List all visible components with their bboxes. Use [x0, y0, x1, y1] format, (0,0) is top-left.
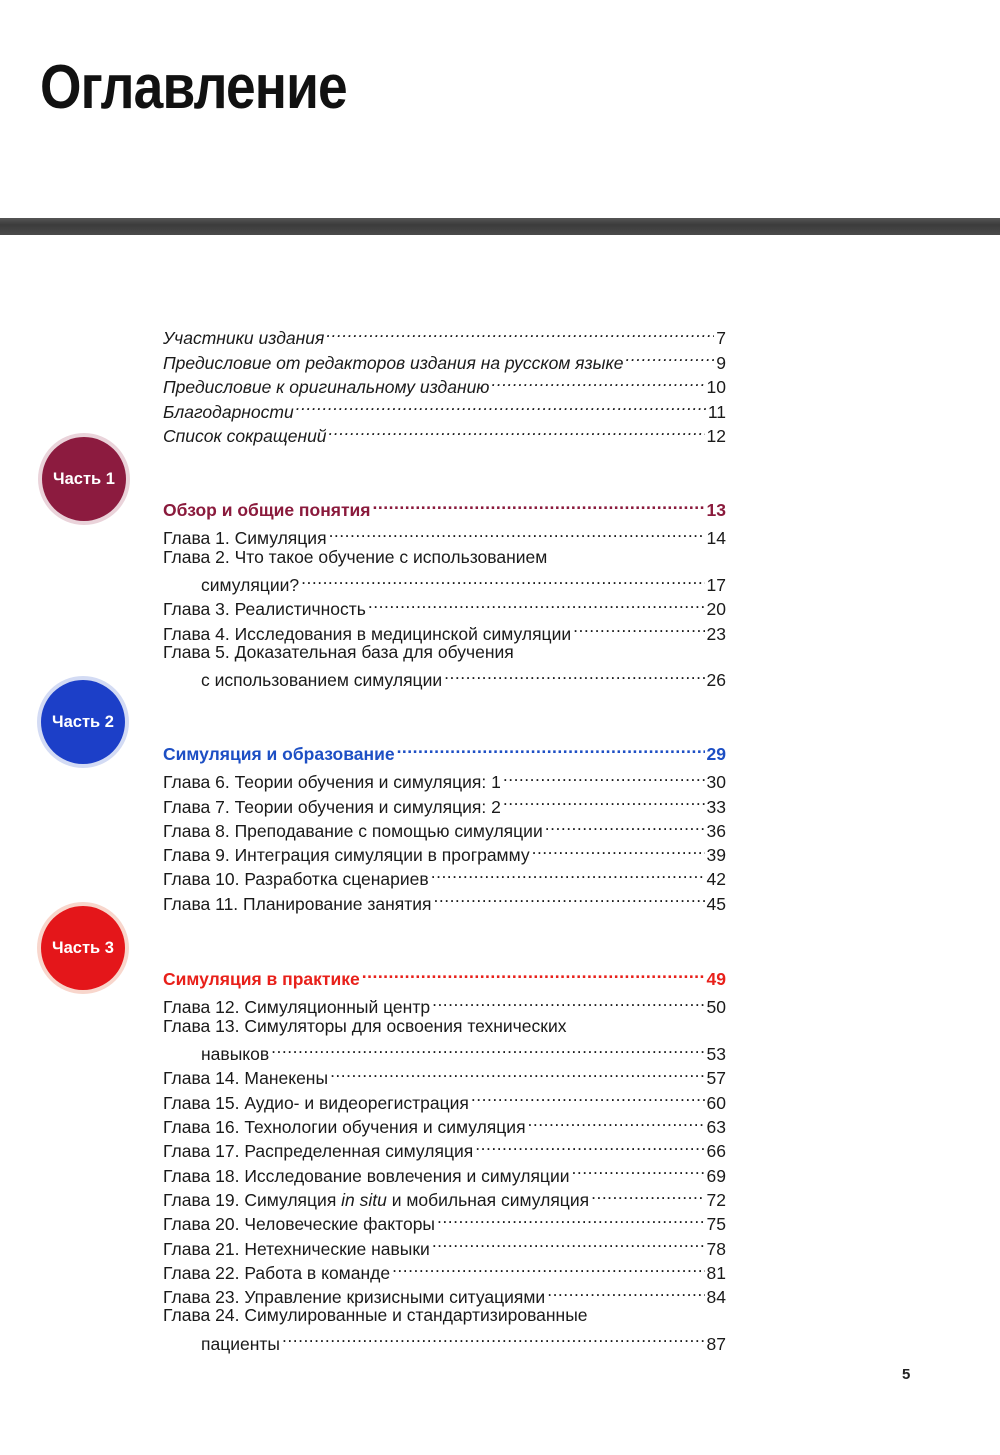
- toc-entry[interactable]: пациенты ..... 87: [163, 1326, 726, 1350]
- toc-entry[interactable]: Глава 12. Симуляционный центр ..... 50: [163, 989, 726, 1013]
- toc-entry[interactable]: Глава 22. Работа в команде ..... 81: [163, 1255, 726, 1279]
- toc-entry[interactable]: Предисловие от редакторов издания на русском языке ..... 9: [163, 345, 726, 369]
- toc-entry[interactable]: Участники издания ..... 7: [163, 320, 726, 344]
- toc-entry[interactable]: Глава 20. Человеческие факторы ..... 75: [163, 1206, 726, 1230]
- toc-entry-line1: Глава 24. Симулированные и стандартизированные: [163, 1305, 588, 1325]
- toc-entry[interactable]: Глава 16. Технологии обучения и симуляция ..... 63: [163, 1109, 726, 1133]
- toc-entry[interactable]: Глава 17. Распределенная симуляция ..... 66: [163, 1133, 726, 1157]
- toc-entry[interactable]: Глава 23. Управление кризисными ситуациями ..... 84: [163, 1279, 726, 1303]
- part-heading[interactable]: Симуляция и образование ..... 29: [163, 736, 726, 760]
- toc-entry[interactable]: Список сокращений ..... 12: [163, 418, 726, 442]
- toc-entry[interactable]: Глава 14. Манекены ..... 57: [163, 1060, 726, 1084]
- toc-entry[interactable]: Глава 3. Реалистичность ..... 20: [163, 591, 726, 615]
- toc-entry[interactable]: Глава 11. Планирование занятия ..... 45: [163, 886, 726, 910]
- header-rule: [0, 218, 1000, 235]
- toc-entry[interactable]: Глава 4. Исследования в медицинской симуляции ..... 23: [163, 616, 726, 640]
- toc-entry[interactable]: Глава 21. Нетехнические навыки ..... 78: [163, 1231, 726, 1255]
- toc-entry[interactable]: с использованием симуляции ..... 26: [163, 662, 726, 686]
- toc-entry-line1: Глава 2. Что такое обучение с использованием: [163, 546, 548, 567]
- toc-entry[interactable]: Глава 8. Преподавание с помощью симуляции ..... 36: [163, 813, 726, 837]
- page-number: 5: [902, 1366, 911, 1383]
- toc-entry[interactable]: навыков ..... 53: [163, 1036, 726, 1060]
- part-1-badge: Часть 1: [42, 437, 126, 521]
- page-title: Оглавление: [40, 53, 347, 122]
- toc-entry[interactable]: Глава 15. Аудио- и видеорегистрация ..... 60: [163, 1085, 726, 1109]
- toc-entry[interactable]: Глава 19. Симуляция in situ и мобильная симуляция ..... 72: [163, 1182, 726, 1206]
- toc-entry[interactable]: Благодарности ..... 11: [163, 394, 726, 418]
- toc-entry[interactable]: Глава 18. Исследование вовлечения и симуляции ..... 69: [163, 1158, 726, 1182]
- part-heading[interactable]: Симуляция в практике ..... 49: [163, 961, 726, 985]
- toc-entry[interactable]: Глава 6. Теории обучения и симуляция: 1 ..... 30: [163, 764, 726, 788]
- toc-entry[interactable]: Глава 10. Разработка сценариев ..... 42: [163, 861, 726, 885]
- toc-entry[interactable]: Глава 7. Теории обучения и симуляция: 2 ..... 33: [163, 789, 726, 813]
- toc-entry-line1: Глава 5. Доказательная база для обучения: [163, 641, 514, 662]
- part-heading[interactable]: Обзор и общие понятия ..... 13: [163, 492, 726, 516]
- part-3-badge: Часть 3: [41, 906, 125, 990]
- toc-entry[interactable]: Глава 1. Симуляция ..... 14: [163, 520, 726, 544]
- toc-entry[interactable]: Глава 9. Интеграция симуляции в программу ..... 39: [163, 837, 726, 861]
- toc-entry[interactable]: симуляции? ..... 17: [163, 567, 726, 591]
- toc-entry-line1: Глава 13. Симуляторы для освоения технических: [163, 1015, 567, 1036]
- toc-entry[interactable]: Предисловие к оригинальному изданию ..... 10: [163, 369, 726, 393]
- part-2-badge: Часть 2: [41, 680, 125, 764]
